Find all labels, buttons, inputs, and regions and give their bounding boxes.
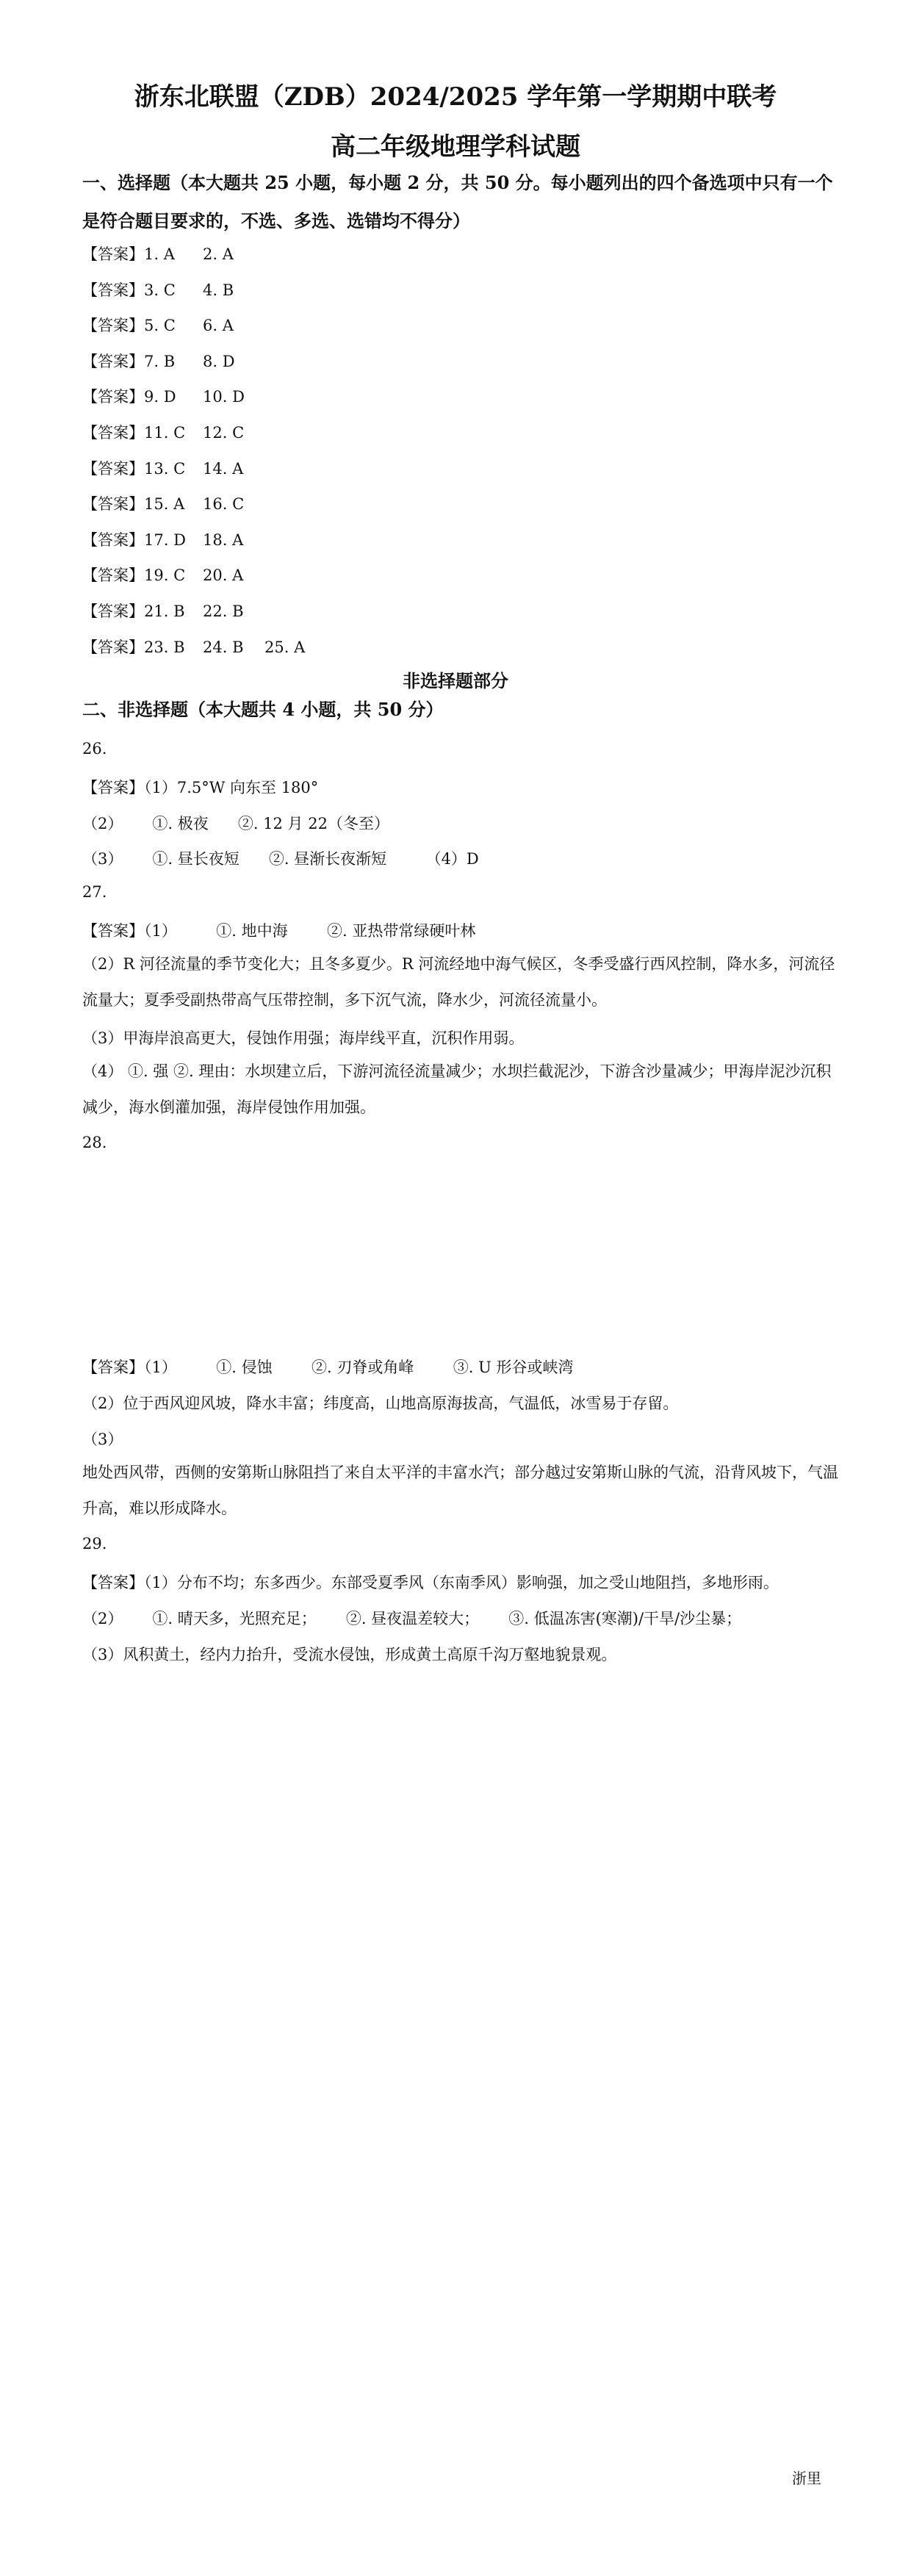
q26-answer-1: 【答案】（1）7.5°W 向东至 180° bbox=[82, 779, 319, 796]
watermark: 浙里 bbox=[792, 2469, 821, 2487]
answer-row bbox=[82, 492, 264, 514]
answer-item: 14. A bbox=[203, 459, 244, 478]
answer-item: 21. B bbox=[144, 602, 185, 620]
answer-tag: 【答案】 bbox=[82, 281, 144, 299]
answer-item: 6. A bbox=[203, 317, 234, 335]
answer-row bbox=[82, 600, 264, 622]
answer-item: 5. C bbox=[144, 317, 176, 335]
answer-row bbox=[82, 564, 264, 586]
answer-tag: 【答案】 bbox=[82, 602, 144, 620]
q28-answer-1: 【答案】（1） ①. 侵蚀 ②. 刃脊或角峰 ③. U 形谷或峡湾 bbox=[82, 1359, 574, 1376]
answer-item: 16. C bbox=[203, 495, 245, 514]
q29-answer-3: （3）风积黄土，经内力抬升，受流水侵蚀，形成黄土高原千沟万壑地貌景观。 bbox=[82, 1646, 617, 1663]
answer-item: 17. D bbox=[144, 530, 186, 549]
answer-item: 24. B bbox=[203, 638, 244, 656]
answer-item: 8. D bbox=[203, 352, 235, 370]
answer-row bbox=[82, 457, 264, 479]
answer-item: 3. C bbox=[144, 281, 176, 299]
answer-tag: 【答案】 bbox=[82, 495, 144, 514]
q28-number: 28. bbox=[82, 1134, 107, 1151]
answer-row bbox=[82, 421, 264, 443]
document-subtitle: 高二年级地理学科试题 bbox=[331, 132, 580, 162]
answer-item: 10. D bbox=[203, 388, 245, 406]
answer-item: 11. C bbox=[144, 424, 186, 442]
q27-answer-3: （3）甲海岸浪高更大，侵蚀作用强；海岸线平直，沉积作用弱。 bbox=[82, 1029, 525, 1047]
answer-tag: 【答案】 bbox=[82, 638, 144, 656]
answer-item: 20. A bbox=[203, 566, 244, 585]
section2-heading: 二、非选择题（本大题共 4 小题，共 50 分） bbox=[82, 699, 444, 720]
answer-item: 12. C bbox=[203, 424, 245, 442]
answer-item: 25. A bbox=[264, 638, 306, 656]
q27-answer-2: （2）R 河径流量的季节变化大；且冬多夏少。R 河流经地中海气候区，冬季受盛行西风控制，降水多，河流径流量大；夏季受副热带高气压带控制，多下沉气流，降水少，河流径流量小。 bbox=[82, 955, 835, 1009]
answer-item: 9. D bbox=[144, 388, 176, 406]
answer-tag: 【答案】 bbox=[82, 388, 144, 406]
q28-answer-4: 地处西风带，西侧的安第斯山脉阻挡了来自太平洋的丰富水汽；部分越过安第斯山脉的气流，沿背风坡下，气温升高，难以形成降水。 bbox=[82, 1464, 838, 1517]
answer-item: 22. B bbox=[203, 602, 244, 620]
answer-tag: 【答案】 bbox=[82, 530, 144, 549]
answer-item: 4. B bbox=[203, 281, 234, 299]
q29-answer-2: （2） ①. 晴天多，光照充足； ②. 昼夜温差较大； ③. 低温冻害(寒潮)/干旱/沙尘暴； bbox=[82, 1610, 742, 1627]
q29-number: 29. bbox=[82, 1535, 107, 1553]
answer-tag: 【答案】 bbox=[82, 352, 144, 370]
answer-item: 15. A bbox=[144, 495, 185, 514]
answer-tag: 【答案】 bbox=[82, 245, 144, 263]
answer-tag: 【答案】 bbox=[82, 459, 144, 478]
answer-item: 18. A bbox=[203, 530, 244, 549]
q26-number: 26. bbox=[82, 740, 107, 758]
answer-item: 7. B bbox=[144, 352, 176, 370]
answer-tag: 【答案】 bbox=[82, 317, 144, 335]
q27-number: 27. bbox=[82, 883, 107, 901]
q29-answer-1: 【答案】（1）分布不均；东多西少。东部受夏季风（东南季风）影响强，加之受山地阻挡，多地形雨。 bbox=[82, 1574, 779, 1591]
answer-row bbox=[82, 385, 264, 407]
answer-item: 13. C bbox=[144, 459, 186, 478]
q26-answer-3: （3） ①. 昼长夜短 ②. 昼渐长夜渐短 （4）D bbox=[82, 850, 479, 868]
answer-item: 1. A bbox=[144, 245, 175, 263]
answer-item: 19. C bbox=[144, 566, 186, 585]
q26-answer-2: （2） ①. 极夜 ②. 12 月 22（冬至） bbox=[82, 815, 389, 832]
document-title: 浙东北联盟（ZDB）2024/2025 学年第一学期期中联考 bbox=[134, 82, 777, 112]
q28-answer-3: （3） bbox=[82, 1431, 123, 1448]
q27-answer-1: 【答案】（1） ①. 地中海 ②. 亚热带常绿硬叶林 bbox=[82, 922, 476, 940]
answer-row bbox=[82, 242, 264, 265]
q27-answer-4: （4） ①. 强 ②. 理由：水坝建立后，下游河流径流量减少；水坝拦截泥沙，下游含沙量减少；甲海岸泥沙沉积减少，海水倒灌加强，海岸侵蚀作用加强。 bbox=[82, 1062, 832, 1116]
answer-row bbox=[82, 528, 264, 550]
answer-row bbox=[82, 636, 305, 658]
answer-row bbox=[82, 314, 264, 336]
section1-heading: 一、选择题（本大题共 25 小题，每小题 2 分，共 50 分。每小题列出的四个备选项中只有一个是符合题目要求的，不选、多选、选错均不得分） bbox=[82, 172, 833, 231]
answer-row bbox=[82, 278, 264, 301]
part2-title: 非选择题部分 bbox=[403, 670, 508, 691]
answer-tag: 【答案】 bbox=[82, 424, 144, 442]
answer-row bbox=[82, 350, 264, 372]
answer-item: 2. A bbox=[203, 245, 234, 263]
answer-tag: 【答案】 bbox=[82, 566, 144, 585]
q28-answer-2: （2）位于西风迎风坡，降水丰富；纬度高，山地高原海拔高，气温低，冰雪易于存留。 bbox=[82, 1395, 679, 1412]
answer-item: 23. B bbox=[144, 638, 185, 656]
